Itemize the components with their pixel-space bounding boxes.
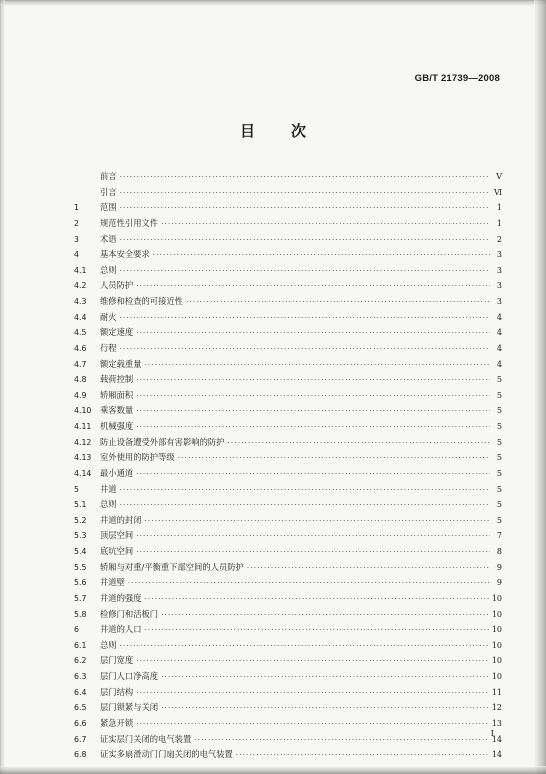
toc-entry-number: 6.7 bbox=[74, 734, 87, 744]
toc-entry-number: 5.4 bbox=[74, 547, 87, 556]
toc-entry-number: 5.8 bbox=[74, 609, 87, 619]
toc-entry-label: 层门结构 bbox=[100, 686, 134, 697]
toc-entry-number: 4.6 bbox=[74, 343, 87, 353]
toc-entry-label: 总则 bbox=[100, 264, 117, 275]
toc-entry-label: 证实多扇滑动门门扇关闭的电气装置 bbox=[100, 749, 233, 760]
toc-entry-page: 8 bbox=[496, 547, 502, 556]
toc-entry-number: 5.1 bbox=[74, 500, 87, 510]
toc-entry-label: 额定载重量 bbox=[100, 358, 142, 369]
toc-entry[interactable] bbox=[74, 466, 502, 482]
toc-entry-page: 4 bbox=[496, 359, 502, 369]
toc-entry-label: 总则 bbox=[100, 639, 117, 650]
toc-entry-label: 防止设备遭受外部有害影响的防护 bbox=[100, 436, 225, 447]
toc-entry-label: 前言 bbox=[100, 171, 117, 181]
toc-entry-page: 5 bbox=[496, 500, 502, 510]
toc-entry[interactable] bbox=[74, 341, 502, 357]
toc-leader-dots bbox=[136, 467, 490, 483]
toc-entry-label: 乘客数量 bbox=[100, 405, 134, 416]
toc-entry-page: 5 bbox=[496, 484, 502, 494]
toc-leader-dots bbox=[178, 451, 490, 467]
scan-edge-top bbox=[0, 0, 546, 6]
toc-entry-number: 5.6 bbox=[74, 578, 87, 588]
toc-entry-number: 2 bbox=[74, 218, 79, 228]
toc-entry[interactable] bbox=[74, 357, 502, 373]
toc-entry-label: 机械强度 bbox=[100, 421, 134, 431]
toc-entry-page: 13 bbox=[491, 718, 502, 728]
toc-entry-number: 6.4 bbox=[74, 687, 87, 697]
toc-leader-dots bbox=[145, 514, 491, 530]
toc-entry-page: 5 bbox=[496, 390, 502, 400]
toc-entry-page: 9 bbox=[496, 578, 502, 588]
toc-leader-dots bbox=[236, 748, 489, 764]
toc-entry-number: 6.3 bbox=[74, 672, 87, 681]
page-title bbox=[0, 120, 546, 141]
toc-entry-number: 4.14 bbox=[74, 468, 92, 478]
toc-leader-dots bbox=[136, 404, 490, 420]
toc-entry[interactable] bbox=[74, 716, 502, 732]
toc-leader-dots bbox=[120, 264, 490, 280]
toc-entry-page: 5 bbox=[496, 422, 502, 431]
toc-leader-dots bbox=[145, 592, 489, 608]
toc-entry-label: 引言 bbox=[100, 186, 117, 197]
toc-entry-label: 层门人口净高度 bbox=[100, 671, 159, 681]
toc-entry[interactable] bbox=[74, 310, 502, 326]
toc-entry[interactable] bbox=[74, 419, 502, 435]
toc-entry[interactable] bbox=[74, 372, 502, 388]
toc-entry-label: 最小通道 bbox=[100, 467, 134, 478]
toc-leader-dots bbox=[120, 186, 490, 202]
title-char-2: 次 bbox=[291, 122, 307, 140]
toc-entry-page: 10 bbox=[491, 656, 502, 666]
toc-entry-number: 4.9 bbox=[74, 390, 87, 400]
toc-entry[interactable] bbox=[74, 294, 502, 310]
toc-leader-dots bbox=[186, 295, 490, 311]
toc-entry-label: 井道 bbox=[100, 483, 117, 494]
toc-entry-number: 6.8 bbox=[74, 750, 87, 760]
toc-entry-label: 范围 bbox=[100, 202, 117, 213]
toc-leader-dots bbox=[161, 670, 489, 686]
toc-entry-number: 4.5 bbox=[74, 328, 87, 338]
toc-entry-number: 4.7 bbox=[74, 359, 87, 369]
toc-entry-page: 2 bbox=[496, 234, 502, 244]
toc-entry-label: 室外使用的防护等级 bbox=[100, 452, 175, 463]
toc-entry[interactable] bbox=[74, 169, 502, 185]
toc-entry[interactable] bbox=[74, 528, 502, 544]
toc-entry-number: 6.5 bbox=[74, 703, 87, 713]
toc-leader-dots bbox=[120, 342, 490, 358]
toc-entry-number: 3 bbox=[74, 234, 79, 244]
toc-leader-dots bbox=[120, 311, 490, 327]
toc-entry-label: 井道的人口 bbox=[100, 624, 142, 635]
toc-entry-number: 4.11 bbox=[74, 422, 92, 431]
toc-entry[interactable] bbox=[74, 653, 502, 669]
toc-entry-label: 检修门和活板门 bbox=[100, 608, 159, 619]
toc-leader-dots bbox=[136, 717, 489, 733]
toc-entry-page: 5 bbox=[496, 437, 502, 447]
toc-entry-label: 井道壁 bbox=[100, 577, 125, 588]
toc-leader-dots bbox=[161, 608, 489, 624]
toc-entry[interactable] bbox=[74, 232, 502, 248]
toc-entry-page: 5 bbox=[496, 468, 502, 478]
toc-entry-number: 4.3 bbox=[74, 297, 87, 306]
toc-entry-page: 14 bbox=[491, 750, 502, 760]
toc-entry[interactable] bbox=[74, 388, 502, 404]
toc-entry-number: 5 bbox=[74, 484, 79, 494]
toc-entry-number: 6.6 bbox=[74, 718, 87, 728]
toc-entry-page: 10 bbox=[491, 640, 502, 650]
toc-entry[interactable] bbox=[74, 685, 502, 701]
page-number: I bbox=[490, 729, 494, 739]
toc-entry-label: 轿厢与对重/平衡重下部空间的人员防护 bbox=[100, 561, 244, 572]
toc-entry[interactable] bbox=[74, 732, 502, 748]
toc-leader-dots bbox=[120, 170, 490, 186]
toc-entry-number: 5.2 bbox=[74, 515, 87, 525]
toc-entry-page: Ⅵ bbox=[493, 187, 502, 197]
toc-entry-label: 术语 bbox=[100, 233, 117, 244]
toc-entry-label: 证实层门关闭的电气装置 bbox=[100, 733, 192, 744]
toc-entry-label: 紧急开锁 bbox=[100, 717, 134, 728]
toc-entry-number: 4.1 bbox=[74, 265, 87, 275]
toc-entry[interactable] bbox=[74, 403, 502, 419]
toc-entry-page: 11 bbox=[491, 687, 502, 697]
toc-entry[interactable] bbox=[74, 669, 502, 685]
toc-leader-dots bbox=[120, 498, 490, 514]
toc-entry-page: 3 bbox=[496, 297, 502, 306]
toc-entry[interactable] bbox=[74, 513, 502, 529]
toc-entry-page: 3 bbox=[496, 281, 502, 291]
toc-entry-label: 井道的封闭 bbox=[100, 514, 142, 525]
toc-entry[interactable] bbox=[74, 482, 502, 498]
toc-leader-dots bbox=[136, 529, 490, 545]
toc-entry-page: 3 bbox=[496, 250, 502, 260]
toc-entry-page: 9 bbox=[496, 562, 502, 572]
toc-entry-label: 井道的强度 bbox=[100, 592, 142, 603]
toc-entry-page: 14 bbox=[491, 734, 502, 744]
toc-leader-dots bbox=[136, 279, 490, 295]
toc-entry-number: 4 bbox=[74, 250, 79, 260]
toc-leader-dots bbox=[120, 639, 489, 655]
toc-entry-label: 总则 bbox=[100, 499, 117, 510]
toc-entry-page: 7 bbox=[496, 531, 502, 541]
scan-edge-right bbox=[534, 0, 546, 774]
toc-entry-label: 顶层空间 bbox=[100, 530, 134, 541]
toc-entry-page: 4 bbox=[496, 343, 502, 353]
toc-entry-number: 5.7 bbox=[74, 593, 87, 603]
toc-entry[interactable] bbox=[74, 185, 502, 201]
toc-entry-number: 6.1 bbox=[74, 640, 87, 650]
toc-leader-dots bbox=[128, 576, 490, 592]
toc-entry-number: 4.10 bbox=[74, 406, 92, 416]
toc-entry-number: 6.2 bbox=[74, 656, 87, 666]
toc-entry-number: 4.13 bbox=[74, 453, 92, 463]
toc-entry-label: 底坑空间 bbox=[100, 546, 134, 556]
toc-entry[interactable] bbox=[74, 278, 502, 294]
toc-entry-number: 5.5 bbox=[74, 562, 87, 572]
toc-entry-page: 5 bbox=[496, 375, 502, 385]
toc-entry-number: 4.2 bbox=[74, 281, 87, 291]
scan-edge-bottom bbox=[0, 766, 546, 774]
toc-entry[interactable] bbox=[74, 700, 502, 716]
toc-leader-dots bbox=[136, 686, 489, 702]
toc-leader-dots bbox=[145, 358, 491, 374]
toc-leader-dots bbox=[153, 248, 490, 264]
toc-leader-dots bbox=[247, 561, 490, 577]
toc-entry[interactable] bbox=[74, 497, 502, 513]
toc-entry-label: 基本安全要求 bbox=[100, 249, 150, 260]
toc-leader-dots bbox=[145, 623, 489, 639]
toc-entry-label: 耐火 bbox=[100, 311, 117, 322]
toc-entry-label: 层门宽度 bbox=[100, 655, 134, 666]
toc-entry-page: 1 bbox=[496, 203, 502, 213]
toc-entry-page: 12 bbox=[491, 703, 502, 713]
toc-entry-label: 载荷控制 bbox=[100, 374, 134, 385]
toc-entry-page: 4 bbox=[496, 312, 502, 322]
toc-entry-number: 6 bbox=[74, 625, 79, 635]
toc-entry[interactable] bbox=[74, 263, 502, 279]
toc-entry[interactable] bbox=[74, 450, 502, 466]
toc-leader-dots bbox=[120, 201, 490, 217]
title-char-1: 目 bbox=[239, 122, 255, 140]
toc-entry-page: V bbox=[496, 172, 502, 181]
toc-entry-page: 5 bbox=[496, 453, 502, 463]
toc-entry[interactable] bbox=[74, 544, 502, 560]
toc-entry[interactable] bbox=[74, 247, 502, 263]
toc-entry-page: 10 bbox=[491, 609, 502, 619]
toc-leader-dots bbox=[136, 545, 490, 561]
toc-entry-label: 人员防护 bbox=[100, 280, 134, 291]
toc-entry-page: 1 bbox=[496, 218, 502, 228]
toc-entry[interactable] bbox=[74, 200, 502, 216]
toc-entry-label: 维修和检查的可接近性 bbox=[100, 296, 183, 306]
toc-leader-dots bbox=[194, 733, 489, 749]
toc-entry-number: 4.4 bbox=[74, 312, 87, 322]
toc-entry-label: 层门锁紧与关闭 bbox=[100, 702, 159, 713]
toc-entry-page: 5 bbox=[496, 515, 502, 525]
toc-leader-dots bbox=[227, 436, 490, 452]
toc-leader-dots bbox=[161, 217, 490, 233]
toc-entry-number: 5.3 bbox=[74, 531, 87, 541]
toc-leader-dots bbox=[161, 701, 489, 717]
toc-entry[interactable] bbox=[74, 638, 502, 654]
table-of-contents bbox=[74, 169, 502, 763]
toc-entry-page: 4 bbox=[496, 328, 502, 338]
toc-entry-number: 4.12 bbox=[74, 437, 92, 447]
toc-entry-page: 10 bbox=[491, 593, 502, 603]
scan-edge-left bbox=[0, 0, 5, 774]
toc-entry[interactable] bbox=[74, 575, 502, 591]
toc-entry-number: 4.8 bbox=[74, 375, 87, 385]
toc-entry-label: 规范性引用文件 bbox=[100, 217, 159, 228]
toc-entry-page: 3 bbox=[496, 265, 502, 275]
toc-entry[interactable] bbox=[74, 622, 502, 638]
toc-entry[interactable] bbox=[74, 325, 502, 341]
toc-leader-dots bbox=[136, 420, 490, 436]
toc-leader-dots bbox=[136, 326, 490, 342]
toc-entry[interactable] bbox=[74, 607, 502, 623]
toc-leader-dots bbox=[136, 389, 490, 405]
toc-entry-page: 10 bbox=[491, 625, 502, 635]
toc-entry[interactable] bbox=[74, 560, 502, 576]
standard-code: GB/T 21739—2008 bbox=[414, 73, 500, 84]
toc-leader-dots bbox=[120, 483, 490, 499]
toc-leader-dots bbox=[120, 233, 490, 249]
toc-entry-number: 1 bbox=[74, 203, 79, 213]
toc-entry[interactable] bbox=[74, 435, 502, 451]
toc-entry-label: 额定速度 bbox=[100, 327, 134, 338]
toc-entry-label: 轿厢面积 bbox=[100, 389, 134, 400]
toc-entry-page: 5 bbox=[496, 406, 502, 416]
toc-entry-page: 10 bbox=[491, 672, 502, 681]
toc-leader-dots bbox=[136, 373, 490, 389]
toc-entry[interactable] bbox=[74, 591, 502, 607]
toc-entry-label: 行程 bbox=[100, 342, 117, 353]
toc-entry[interactable] bbox=[74, 216, 502, 232]
toc-leader-dots bbox=[136, 654, 489, 670]
toc-entry[interactable] bbox=[74, 747, 502, 763]
